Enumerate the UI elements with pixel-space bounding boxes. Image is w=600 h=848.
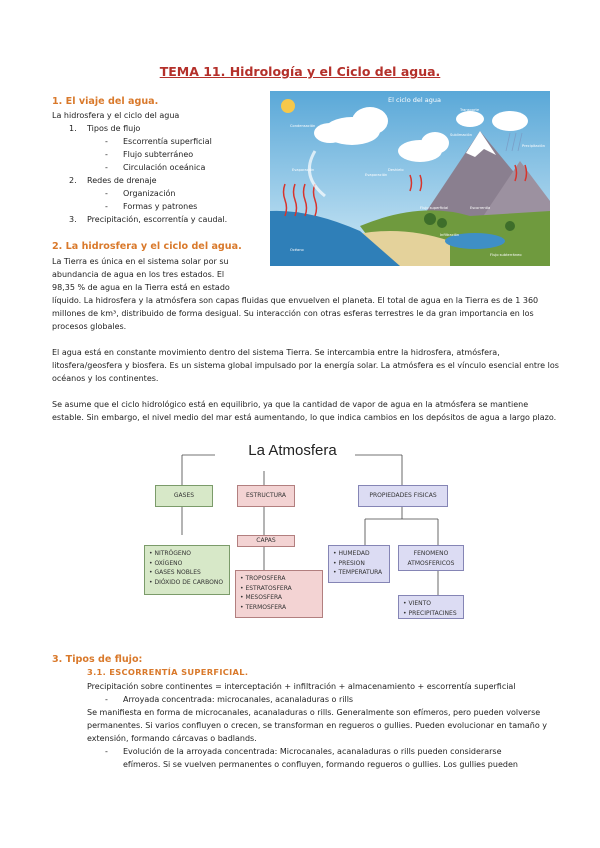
list-item: • VIENTO xyxy=(403,600,431,607)
paragraph-line: abundancia de agua en los tres estados. El xyxy=(52,270,225,279)
bullet-item: Arroyada concentrada: microcanales, acanaladuras o rills xyxy=(123,695,354,704)
list-item: Redes de drenaje xyxy=(87,176,157,185)
section-3-heading: 3. Tipos de flujo: xyxy=(52,654,143,665)
list-item: • PRECIPITACINES xyxy=(403,609,457,617)
svg-text:Evaporación: Evaporación xyxy=(365,173,388,177)
propiedades-box: PROPIEDADES FISICAS xyxy=(358,485,448,507)
list-item-num: 1. xyxy=(69,124,77,133)
list-item: • HUMEDAD xyxy=(333,550,370,557)
paragraph-line: La Tierra es única en el sistema solar por su xyxy=(52,257,229,266)
paragraph: Se manifiesta en forma de microcanales, acanaladuras o rills. Generalmente son efímeros, pero pueden volverse permanentes. Si varios confluyen o crecen, se transforman en regueros o gullies. Pueden evolucionar en tamaño y extensión, formando cárcavas o badlands. xyxy=(87,708,548,743)
svg-text:Flujo superficial: Flujo superficial xyxy=(420,206,449,210)
list-subitem: Circulación oceánica xyxy=(123,163,206,172)
fenomeno-box: FENOMENO ATMOSFERICOS xyxy=(398,545,464,571)
water-cycle-illustration xyxy=(270,91,550,266)
list-item: • MESOSFERA xyxy=(240,594,283,601)
gases-box: GASES xyxy=(155,485,213,507)
svg-text:Flujo subterráneo: Flujo subterráneo xyxy=(490,253,522,257)
diagram-title: La Atmosfera xyxy=(248,442,337,459)
sun-icon xyxy=(281,99,295,113)
list-item: • GASES NOBLES xyxy=(149,569,201,576)
list-item: • PRESION xyxy=(333,559,365,567)
propiedades-list xyxy=(328,545,390,583)
section-1-intro: La hidrosfera y el ciclo del agua xyxy=(52,111,180,120)
section-2-heading: 2. La hidrosfera y el ciclo del agua. xyxy=(52,241,242,252)
svg-text:Transporte: Transporte xyxy=(460,108,480,112)
list-item-num: 2. xyxy=(69,176,77,185)
list-item: • DIÓXIDO DE CARBONO xyxy=(149,578,224,586)
svg-text:Precipitación: Precipitación xyxy=(522,144,546,148)
fenomeno-list xyxy=(398,595,464,619)
atmosphere-diagram xyxy=(140,435,465,620)
formula-text: Precipitación sobre continentes = interceptación + infiltración + almacenamiento + escorrentía superficial xyxy=(87,682,516,691)
paragraph: líquido. La hidrosfera y la atmósfera son capas fluidas que envuelven el planeta. El total de agua en la Tierra es de 1 360 millones de km³, distribuido de forma desigual. Su interacción con otras esferas terrestres le da gran importancia en los procesos globales. xyxy=(52,296,539,331)
paragraph-line: 98,35 % de agua en la Tierra está en estado xyxy=(52,283,230,292)
gases-list xyxy=(144,545,230,595)
list-item-num: 3. xyxy=(69,215,77,224)
svg-text:Condensación: Condensación xyxy=(290,124,316,128)
svg-text:Océano: Océano xyxy=(290,248,304,252)
paragraph: El agua está en constante movimiento dentro del sistema Tierra. Se intercambia entre la hidrosfera, atmósfera, litosfera/geosfera y biosfera. Es un sistema global impulsado por la energía solar. La atmósfera es el vínculo esencial entre los océanos y los continentes. xyxy=(52,348,559,383)
capas-list xyxy=(235,570,323,618)
list-item: • ESTRATOSFERA xyxy=(240,584,292,592)
subsection-heading: 3.1. ESCORRENTÍA SUPERFICIAL. xyxy=(87,667,249,677)
list-subitem: Organización xyxy=(123,189,176,198)
list-item: • NITRÓGENO xyxy=(149,550,191,557)
list-subitem: Flujo subterráneo xyxy=(123,150,194,159)
list-subitem: Formas y patrones xyxy=(123,202,198,211)
bullet-item-continued: efímeros. Si se vuelven permanentes o confluyen, formando regueros o gullies. Los gullies pueden xyxy=(123,760,518,769)
paragraph: Se asume que el ciclo hidrológico está en equilibrio, ya que la cantidad de vapor de agua en la atmósfera se mantiene estable. Sin embargo, el nivel medio del mar está aumentando, lo que indica cambios en los depósitos de agua a largo plazo. xyxy=(52,400,557,422)
svg-text:Evaporación: Evaporación xyxy=(292,168,315,172)
list-item: • OXÍGENO xyxy=(149,559,183,567)
svg-text:Escorrentía: Escorrentía xyxy=(470,206,491,210)
list-item: • TEMPERATURA xyxy=(333,569,383,576)
water-cycle-title: El ciclo del agua xyxy=(388,96,441,104)
list-item: • TROPOSFERA xyxy=(240,575,286,582)
water-cycle-svg xyxy=(270,91,550,266)
page-title: TEMA 11. Hidrología y el Ciclo del agua. xyxy=(159,64,441,79)
svg-text:Deshielo: Deshielo xyxy=(388,168,404,172)
list-item: Precipitación, escorrentía y caudal. xyxy=(87,215,228,224)
section-1-heading: 1. El viaje del agua. xyxy=(52,96,159,107)
list-subitem: Escorrentía superficial xyxy=(123,137,212,146)
estructura-box: ESTRUCTURA xyxy=(237,485,295,507)
list-item: Tipos de flujo xyxy=(87,124,141,133)
svg-text:Infiltración: Infiltración xyxy=(440,233,460,237)
list-item: • TERMOSFERA xyxy=(240,603,287,611)
bullet-item: Evolución de la arroyada concentrada: Microcanales, acanaladuras o rills pueden considerarse xyxy=(123,747,502,756)
svg-text:Sublimación: Sublimación xyxy=(450,133,472,137)
capas-box: CAPAS xyxy=(237,535,295,547)
